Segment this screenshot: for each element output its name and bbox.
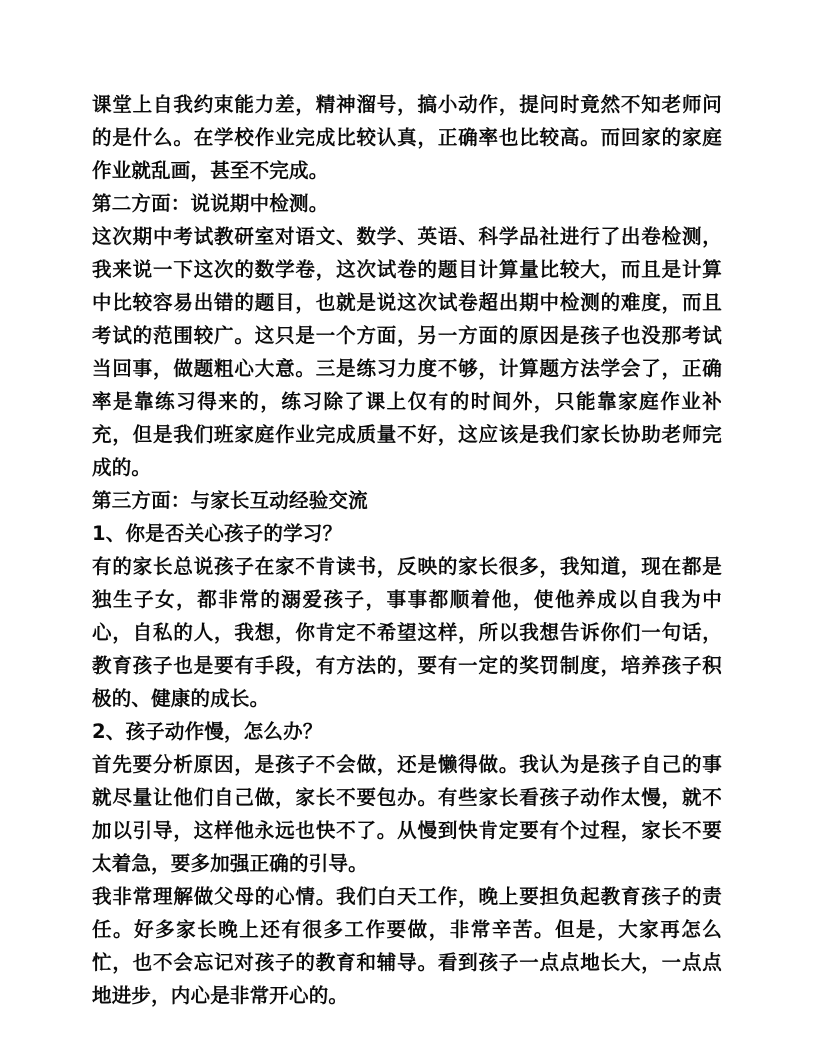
- paragraph: 这次期中考试教研室对语文、数学、英语、科学品社进行了出卷检测，我来说一下这次的数学卷，这次试卷的题目计算量比较大，而且是计算中比较容易出错的题目，也就是说这次试卷超出期中检测的难度，而且考试的范围较广。这只是一个方面，另一方面的原因是孩子也没那考试当回事，做题粗心大意。三是练习力度不够，计算题方法学会了，正确率是靠练习得来的，练习除了课上仅有的时间外，只能靠家庭作业补充，但是我们班家庭作业完成质量不好，这应该是我们家长协助老师完成的。: [92, 225, 722, 479]
- paragraph: 我非常理解做父母的心情。我们白天工作，晚上要担负起教育孩子的责任。好多家长晚上还有很多工作要做，非常辛苦。但是，大家再怎么忙，也不会忘记对孩子的教育和辅导。看到孩子一点点地长大，一点点地进步，内心是非常开心的。: [92, 885, 722, 1007]
- document-body: [92, 88, 722, 1012]
- paragraph: 有的家长总说孩子在家不肯读书，反映的家长很多，我知道，现在都是独生子女，都非常的溺爱孩子，事事都顺着他，使他养成以自我为中心，自私的人，我想，你肯定不希望这样，所以我想告诉你们一句话，教育孩子也是要有手段，有方法的，要有一定的奖罚制度，培养孩子积极的、健康的成长。: [92, 555, 722, 710]
- paragraph: 第二方面：说说期中检测。: [92, 192, 329, 215]
- paragraph: 课堂上自我约束能力差，精神溜号，搞小动作，提问时竟然不知老师问的是什么。在学校作业完成比较认真，正确率也比较高。而回家的家庭作业就乱画，甚至不完成。: [92, 93, 722, 182]
- paragraph: 首先要分析原因，是孩子不会做，还是懒得做。我认为是孩子自己的事就尽量让他们自己做，家长不要包办。有些家长看孩子动作太慢，就不加以引导，这样他永远也快不了。从慢到快肯定要有个过程，家长不要太着急，要多加强正确的引导。: [92, 753, 722, 875]
- paragraph: 第三方面：与家长互动经验交流: [92, 489, 368, 512]
- paragraph: 1、你是否关心孩子的学习？: [92, 522, 343, 545]
- paragraph: 2、孩子动作慢，怎么办？: [92, 720, 323, 743]
